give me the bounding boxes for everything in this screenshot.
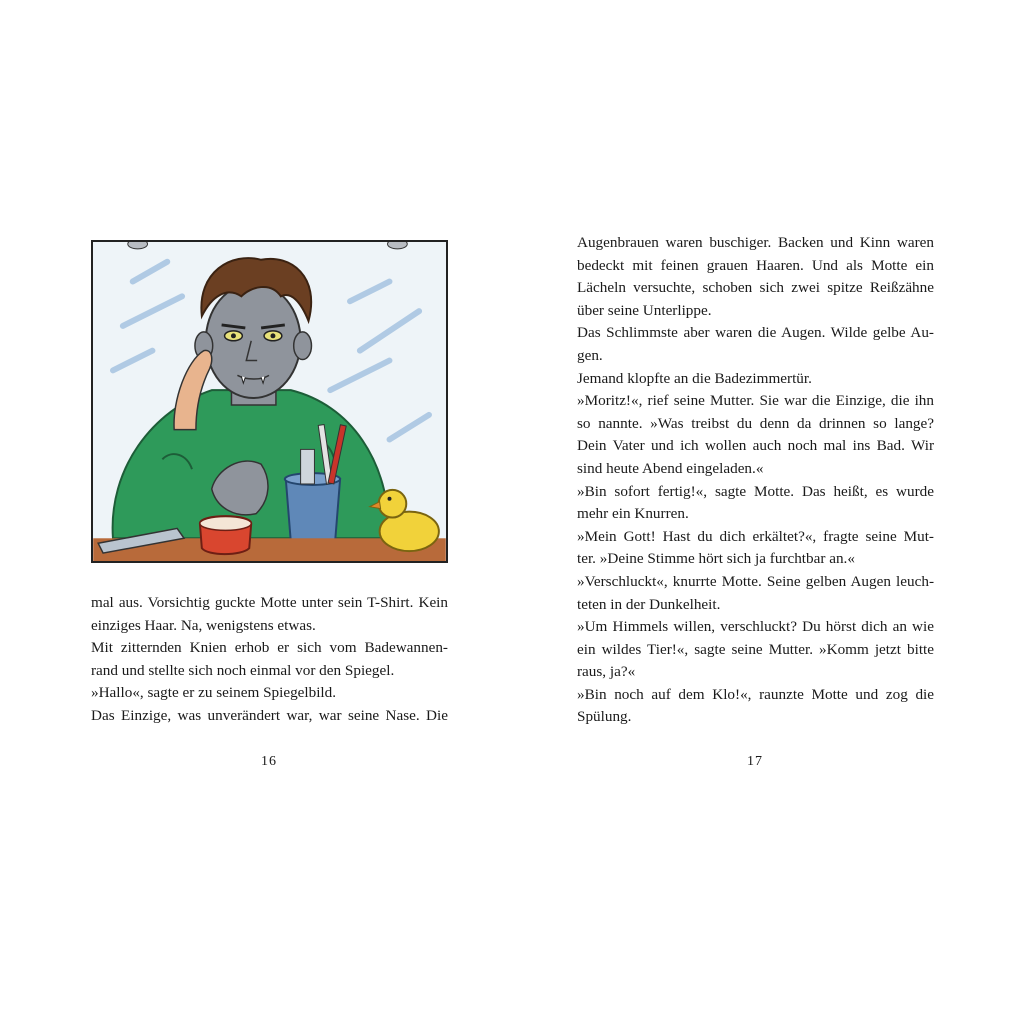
text-line: »Hallo«, sagte er zu seinem Spiegelbild. (91, 684, 337, 702)
text-line: ter. »Deine Stimme hört sich ja furchtbar an.« (577, 550, 855, 568)
text-line: »Um Himmels willen, verschluckt? Du hörst dich an wie (577, 618, 934, 636)
text-line: »Bin sofort fertig!«, sagte Motte. Das heißt, es wurde (577, 482, 934, 500)
text-line: bedeckt mit feinen grauen Haaren. Und als Motte ein (577, 256, 934, 274)
text-line: Lächeln versuchte, schoben sich zwei spitze Reißzähne (577, 279, 934, 297)
text-line: Jemand klopfte an die Badezimmertür. (577, 369, 812, 387)
text-line: Mit zitternden Knien erhob er sich vom Badewannen- (91, 639, 448, 657)
text-line: »Verschluckt«, knurrte Motte. Seine gelben Augen leuch- (577, 572, 934, 590)
right-page-text (577, 232, 934, 729)
text-line: rand und stellte sich noch einmal vor den Spiegel. (91, 661, 395, 679)
text-line: »Moritz!«, rief seine Mutter. Sie war die Einzige, die ihn (577, 392, 934, 410)
text-line: »Bin noch auf dem Klo!«, raunzte Motte und zog die (577, 685, 934, 703)
text-line: so nannte. »Was treibst du denn da drinnen so lange? (577, 414, 934, 432)
werewolf-boy-drawing (93, 242, 446, 561)
text-line: raus, ja?« (577, 663, 636, 681)
text-line: mehr ein Knurren. (577, 505, 689, 523)
text-line: Spülung. (577, 708, 632, 726)
page-number: 16 (261, 754, 277, 769)
right-page (512, 0, 1024, 1024)
text-line: Das Einzige, was unverändert war, war seine Nase. Die (91, 706, 448, 724)
text-line: Dein Vater und ich wollen auch noch mal ins Bad. Wir (577, 437, 934, 455)
text-line: Augenbrauen waren buschiger. Backen und Kinn waren (577, 234, 934, 251)
text-line: einziges Haar. Na, wenigstens etwas. (91, 616, 316, 634)
text-line: über seine Unterlippe. (577, 301, 712, 319)
text-line: ein wildes Tier!«, sagte seine Mutter. »Komm jetzt bitte (577, 640, 934, 658)
page-number: 17 (747, 754, 763, 769)
text-line: »Mein Gott! Hast du dich erkältet?«, fragte seine Mut- (577, 527, 934, 545)
text-line: gen. (577, 346, 603, 364)
text-line: teten in der Dunkelheit. (577, 595, 721, 613)
mirror-illustration (91, 240, 448, 563)
left-page-text (91, 592, 448, 728)
text-line: mal aus. Vorsichtig guckte Motte unter sein T-Shirt. Kein (91, 594, 448, 611)
text-line: Das Schlimmste aber waren die Augen. Wilde gelbe Au- (577, 324, 934, 342)
text-line: sind heute Abend eingeladen.« (577, 459, 764, 477)
